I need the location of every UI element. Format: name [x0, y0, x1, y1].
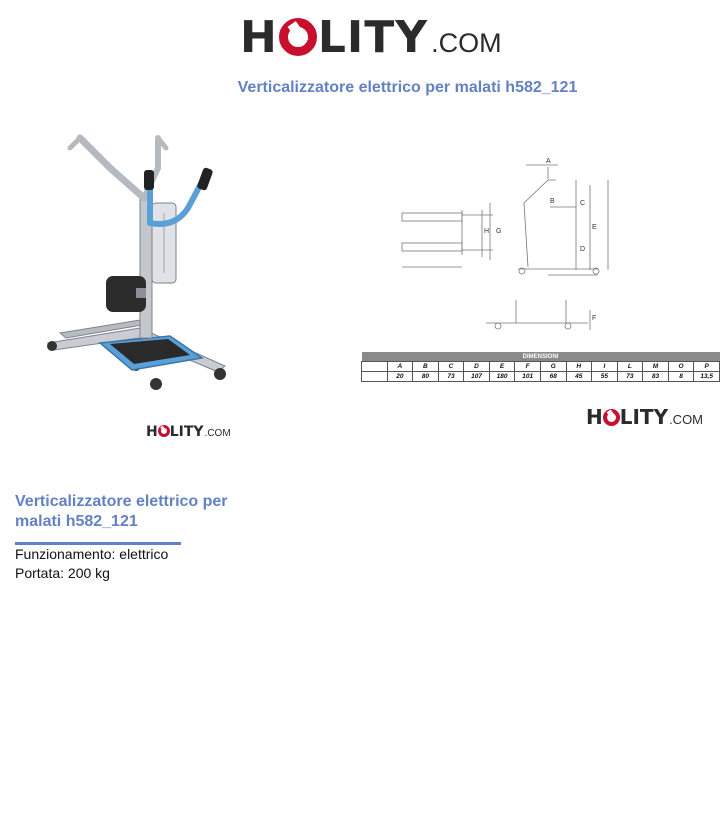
drawing-label-c: C	[580, 200, 586, 207]
dimension-label-i: I	[592, 362, 618, 372]
watermark-h: H	[146, 424, 158, 440]
dimension-value-h: 45	[566, 372, 592, 382]
dimension-label-c: C	[438, 362, 464, 372]
dimension-value-m: 83	[643, 372, 669, 382]
dimension-value-o: 8	[668, 372, 694, 382]
dimension-label-p: P	[694, 362, 720, 372]
dimension-label-l: L	[617, 362, 643, 372]
drawing-label-d: D	[580, 246, 586, 253]
dimension-label-f: F	[515, 362, 541, 372]
logo-letter-h: H	[240, 12, 278, 63]
watermark-h: H	[586, 405, 603, 429]
drawing-label-a: A	[546, 158, 551, 165]
title-divider	[15, 542, 181, 545]
dimensions-blank-cell	[362, 372, 388, 382]
drawing-label-f: F	[592, 315, 597, 322]
product-title: Verticalizzatore elettrico per malati h582_121	[15, 493, 228, 530]
dimensions-blank-cell	[362, 362, 388, 372]
watermark-domain: .COM	[669, 412, 704, 427]
logo-domain: .COM	[431, 28, 502, 58]
dimensions-values-row	[362, 372, 720, 382]
dimension-value-a: 20	[387, 372, 413, 382]
dimension-value-f: 101	[515, 372, 541, 382]
dimensions-columns-row	[362, 362, 720, 372]
dimension-label-o: O	[668, 362, 694, 372]
watermark-domain: .COM	[204, 428, 231, 439]
watermark-lity: LITY	[619, 405, 669, 429]
page-title: Verticalizzatore elettrico per malati h582_121	[237, 79, 578, 96]
holity-watermark-right	[586, 405, 703, 429]
dimension-label-e: E	[489, 362, 515, 372]
watermark-lity: LITY	[169, 424, 204, 440]
product-photo	[40, 128, 230, 398]
dimension-label-h: H	[566, 362, 592, 372]
dimension-value-b: 80	[413, 372, 439, 382]
logo-o-icon	[279, 18, 317, 56]
drawing-label-b: B	[550, 198, 555, 205]
technical-drawing	[398, 155, 638, 340]
drawing-label-e: E	[592, 224, 597, 231]
holity-watermark-left	[146, 424, 231, 440]
dimensions-table	[361, 352, 720, 382]
dimension-value-i: 55	[592, 372, 618, 382]
spec-operation: Funzionamento: elettrico	[15, 546, 169, 562]
dimension-label-m: M	[643, 362, 669, 372]
logo-letters-lity: LITY	[317, 12, 429, 63]
spec-capacity: Portata: 200 kg	[15, 565, 110, 581]
dimension-value-d: 107	[464, 372, 490, 382]
watermark-o-icon	[158, 425, 170, 437]
drawing-label-h: H	[484, 228, 490, 235]
dimension-label-b: B	[413, 362, 439, 372]
dimension-value-p: 13,5	[694, 372, 720, 382]
dimension-value-e: 180	[489, 372, 515, 382]
dimension-label-a: A	[387, 362, 413, 372]
dimension-label-g: G	[540, 362, 566, 372]
watermark-o-icon	[603, 409, 620, 426]
dimension-label-d: D	[464, 362, 490, 372]
holity-logo[interactable]	[240, 12, 502, 63]
dimension-value-g: 68	[540, 372, 566, 382]
dimensions-table-title: DIMENSIONI	[362, 352, 720, 362]
dimension-value-c: 73	[438, 372, 464, 382]
dimension-value-l: 73	[617, 372, 643, 382]
drawing-label-g: G	[496, 228, 502, 235]
